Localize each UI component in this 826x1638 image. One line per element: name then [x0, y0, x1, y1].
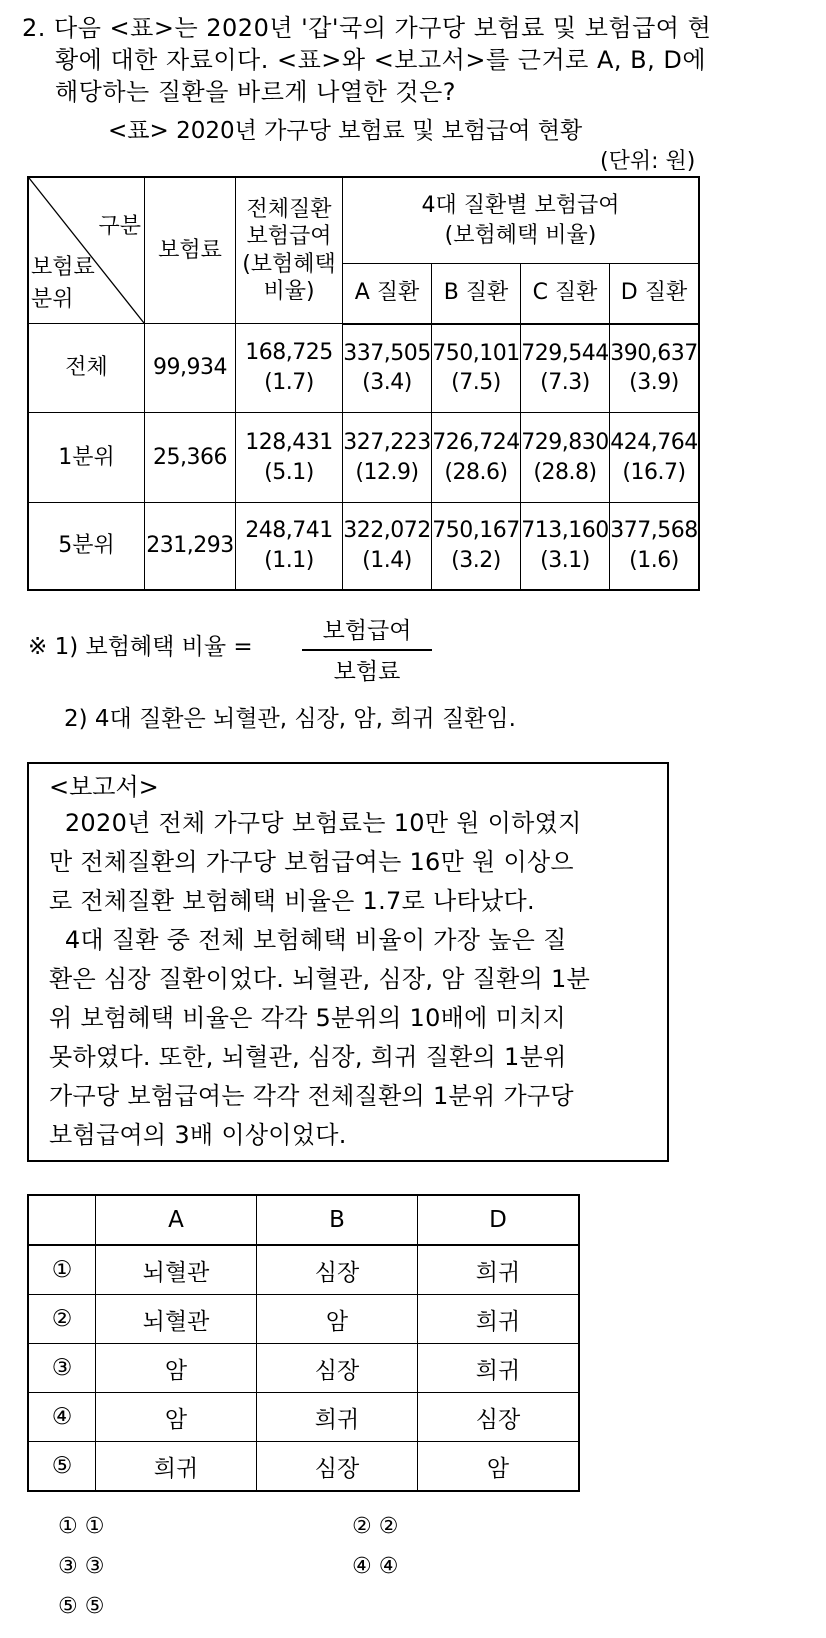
choice-b: 암 [257, 1295, 418, 1344]
question-line-2: 황에 대한 자료이다. <표>와 <보고서>를 근거로 A, B, D에 [55, 46, 707, 74]
choice-b: 심장 [257, 1442, 418, 1492]
answer-option-4[interactable]: ④ ④ [352, 1554, 399, 1579]
fraction-bar [302, 649, 432, 651]
choice-d: 희귀 [418, 1295, 580, 1344]
choices-header-d: D [418, 1195, 580, 1245]
table-row [28, 324, 699, 413]
disease-c-cell: 729,830 (28.8) [521, 413, 610, 503]
choices-header-a: A [96, 1195, 257, 1245]
premium-cell: 99,934 [145, 324, 236, 413]
choice-number: ① [28, 1245, 96, 1295]
disease-c-cell: 713,160 (3.1) [521, 503, 610, 590]
report-line: 4대 질환 중 전체 보험혜택 비율이 가장 높은 질 [49, 926, 567, 954]
report-line: 위 보험혜택 비율은 각각 5분위의 10배에 미치지 [49, 1004, 566, 1032]
choice-number: ⑤ [28, 1442, 96, 1492]
choice-number: ④ [28, 1393, 96, 1442]
table-row [28, 503, 699, 590]
corner-bottom-label: 보험료 분위 [31, 255, 95, 312]
fraction-denominator: 보험료 [333, 659, 401, 685]
answer-option-1[interactable]: ① ① [58, 1514, 105, 1539]
report-line: 보험급여의 3배 이상이었다. [49, 1121, 347, 1149]
answer-option-2[interactable]: ② ② [352, 1514, 399, 1539]
row-label: 5분위 [28, 503, 145, 590]
total-cell: 168,725 (1.7) [236, 324, 343, 413]
disease-d-cell: 424,764 (16.7) [610, 413, 700, 503]
report-line: 못하였다. 또한, 뇌혈관, 심장, 희귀 질환의 1분위 [49, 1043, 567, 1071]
disease-b-cell: 726,724 (28.6) [432, 413, 521, 503]
report-line: 만 전체질환의 가구당 보험급여는 16만 원 이상으 [49, 848, 574, 876]
choice-d: 암 [418, 1442, 580, 1492]
header-disease-c: C 질환 [521, 264, 610, 324]
premium-cell: 25,366 [145, 413, 236, 503]
corner-header [28, 177, 145, 324]
choice-a: 뇌혈관 [96, 1295, 257, 1344]
report-line: 환은 심장 질환이었다. 뇌혈관, 심장, 암 질환의 1분 [49, 965, 591, 993]
table-unit: (단위: 원) [600, 149, 696, 174]
table-row [28, 413, 699, 503]
disease-a-cell: 322,072 (1.4) [343, 503, 432, 590]
choice-d: 희귀 [418, 1245, 580, 1295]
choice-d: 희귀 [418, 1344, 580, 1393]
premium-cell: 231,293 [145, 503, 236, 590]
choice-a: 암 [96, 1344, 257, 1393]
note-2: 2) 4대 질환은 뇌혈관, 심장, 암, 희귀 질환임. [64, 706, 516, 732]
report-title: <보고서> [49, 773, 159, 801]
choice-b: 희귀 [257, 1393, 418, 1442]
disease-d-cell: 390,637 (3.9) [610, 324, 700, 413]
fraction-numerator: 보험급여 [322, 618, 412, 644]
choice-b: 심장 [257, 1344, 418, 1393]
choice-a: 희귀 [96, 1442, 257, 1492]
choice-number: ③ [28, 1344, 96, 1393]
header-total: 전체질환 보험급여 (보험혜택 비율) [236, 177, 343, 324]
question-number: 2. [22, 14, 46, 42]
choice-row [28, 1442, 579, 1492]
choice-row [28, 1295, 579, 1344]
choice-row [28, 1344, 579, 1393]
choices-header-blank [28, 1195, 96, 1245]
choices-header-row [28, 1195, 579, 1245]
choices-header-b: B [257, 1195, 418, 1245]
total-cell: 128,431 (5.1) [236, 413, 343, 503]
report-box [27, 762, 669, 1162]
note-1: ※ 1) 보험혜택 비율 = [28, 634, 253, 660]
ratio-fraction [302, 612, 432, 686]
choices-table [27, 1194, 580, 1492]
report-line: 2020년 전체 가구당 보험료는 10만 원 이하였지 [49, 809, 582, 837]
disease-a-cell: 327,223 (12.9) [343, 413, 432, 503]
choice-a: 암 [96, 1393, 257, 1442]
header-premium: 보험료 [145, 177, 236, 324]
choice-d: 심장 [418, 1393, 580, 1442]
answer-option-5[interactable]: ⑤ ⑤ [58, 1594, 105, 1619]
disease-b-cell: 750,167 (3.2) [432, 503, 521, 590]
header-disease-b: B 질환 [432, 264, 521, 324]
question-line-1: 2. 다음 <표>는 2020년 '갑'국의 가구당 보험료 및 보험급여 현 [22, 14, 712, 42]
disease-a-cell: 337,505 (3.4) [343, 324, 432, 413]
corner-top-label: 구분 [98, 214, 141, 239]
total-cell: 248,741 (1.1) [236, 503, 343, 590]
choice-number: ② [28, 1295, 96, 1344]
disease-b-cell: 750,101 (7.5) [432, 324, 521, 413]
header-disease-a: A 질환 [343, 264, 432, 324]
row-label: 1분위 [28, 413, 145, 503]
insurance-table [27, 176, 700, 591]
answer-option-3[interactable]: ③ ③ [58, 1554, 105, 1579]
choice-a: 뇌혈관 [96, 1245, 257, 1295]
row-label: 전체 [28, 324, 145, 413]
report-line: 로 전체질환 보험혜택 비율은 1.7로 나타났다. [49, 887, 535, 915]
question-line-3: 해당하는 질환을 바르게 나열한 것은? [55, 78, 457, 106]
header-four-diseases: 4대 질환별 보험급여 (보험혜택 비율) [343, 177, 700, 264]
table-title: <표> 2020년 가구당 보험료 및 보험급여 현황 [108, 118, 583, 144]
header-disease-d: D 질환 [610, 264, 700, 324]
disease-d-cell: 377,568 (1.6) [610, 503, 700, 590]
choice-row [28, 1245, 579, 1295]
disease-c-cell: 729,544 (7.3) [521, 324, 610, 413]
choice-b: 심장 [257, 1245, 418, 1295]
report-line: 가구당 보험급여는 각각 전체질환의 1분위 가구당 [49, 1082, 574, 1110]
choice-row [28, 1393, 579, 1442]
